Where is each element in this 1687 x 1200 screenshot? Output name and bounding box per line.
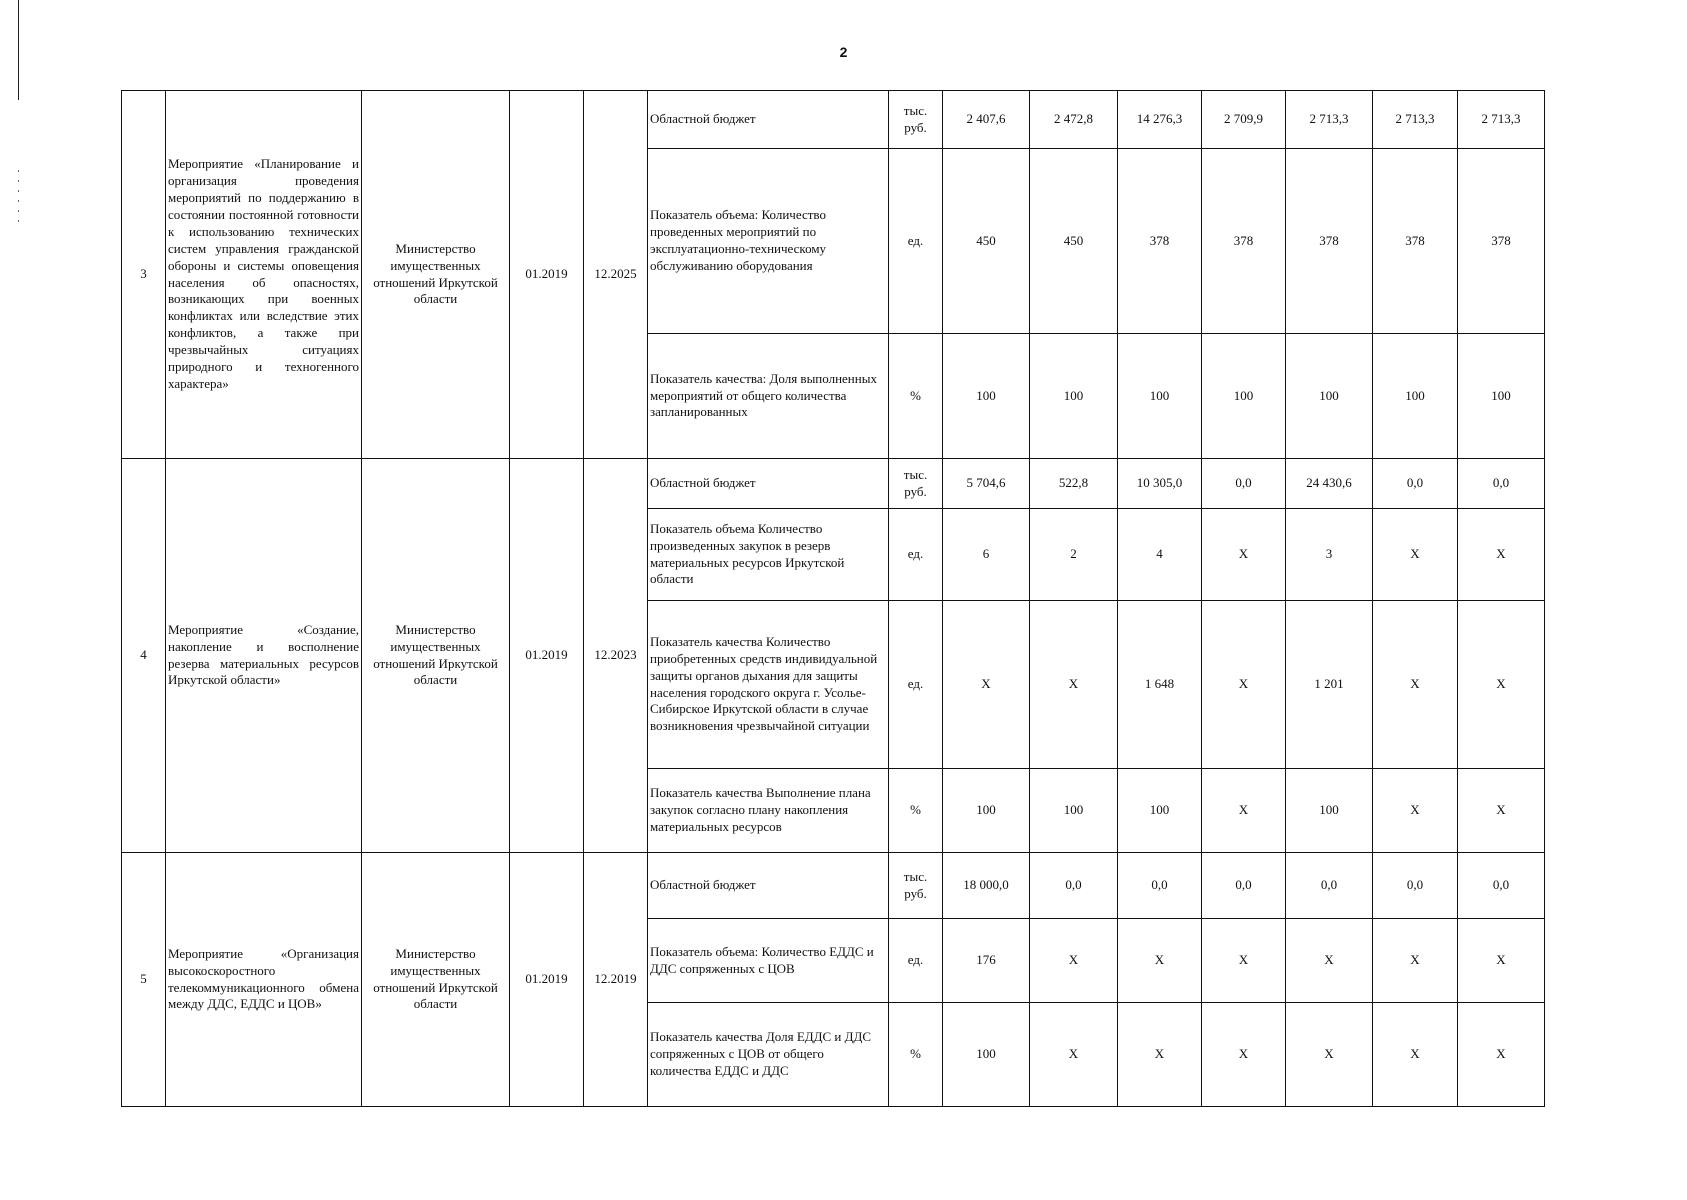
value-cell: X xyxy=(1373,919,1458,1003)
value-cell: 378 xyxy=(1202,149,1286,334)
value-cell: X xyxy=(1458,919,1545,1003)
indicator-cell: Показатель объема Количество произведенных закупок в резерв материальных ресурсов Иркутской области xyxy=(648,509,889,601)
value-cell: 2 713,3 xyxy=(1286,91,1373,149)
indicator-cell: Показатель качества Количество приобретенных средств индивидуальной защиты органов дыхания для защиты населения городского округа г. Усолье-Сибирское Иркутской области в случае возникновения чрезвычайной ситуации xyxy=(648,601,889,769)
table-row xyxy=(122,91,1545,149)
value-cell: 1 201 xyxy=(1286,601,1373,769)
value-cell: X xyxy=(1030,601,1118,769)
unit-cell: ед. xyxy=(889,601,943,769)
end-date-cell: 12.2019 xyxy=(584,853,648,1107)
measure-name-cell: Мероприятие «Организация высокоскоростного телекоммуникационного обмена между ДДС, ЕДДС и ЦОВ» xyxy=(166,853,362,1107)
row-number-cell: 3 xyxy=(122,91,166,459)
value-cell: 522,8 xyxy=(1030,459,1118,509)
row-number-cell: 4 xyxy=(122,459,166,853)
value-cell: 100 xyxy=(1202,334,1286,459)
unit-cell: ед. xyxy=(889,509,943,601)
value-cell: 2 713,3 xyxy=(1458,91,1545,149)
value-cell: 100 xyxy=(1458,334,1545,459)
value-cell: X xyxy=(1458,601,1545,769)
indicator-cell: Областной бюджет xyxy=(648,459,889,509)
row-number-cell: 5 xyxy=(122,853,166,1107)
value-cell: X xyxy=(1286,919,1373,1003)
value-cell: 2 472,8 xyxy=(1030,91,1118,149)
value-cell: 2 xyxy=(1030,509,1118,601)
value-cell: X xyxy=(1373,509,1458,601)
value-cell: 0,0 xyxy=(1373,853,1458,919)
value-cell: 100 xyxy=(1118,334,1202,459)
indicator-cell: Областной бюджет xyxy=(648,91,889,149)
program-measures-table xyxy=(121,90,1545,1107)
page-number: 2 xyxy=(839,44,848,60)
value-cell: 5 704,6 xyxy=(943,459,1030,509)
value-cell: 378 xyxy=(1373,149,1458,334)
value-cell: 2 709,9 xyxy=(1202,91,1286,149)
indicator-cell: Показатель объема: Количество ЕДДС и ДДС сопряженных с ЦОВ xyxy=(648,919,889,1003)
value-cell: X xyxy=(1030,919,1118,1003)
table-row xyxy=(122,853,1545,919)
value-cell: 100 xyxy=(1118,769,1202,853)
value-cell: 1 648 xyxy=(1118,601,1202,769)
value-cell: 2 407,6 xyxy=(943,91,1030,149)
executor-cell: Министерство имущественных отношений Иркутской области xyxy=(362,91,510,459)
end-date-cell: 12.2023 xyxy=(584,459,648,853)
value-cell: 4 xyxy=(1118,509,1202,601)
start-date-cell: 01.2019 xyxy=(510,853,584,1107)
value-cell: X xyxy=(1118,919,1202,1003)
unit-cell: % xyxy=(889,334,943,459)
value-cell: X xyxy=(1458,1003,1545,1107)
indicator-cell: Областной бюджет xyxy=(648,853,889,919)
value-cell: X xyxy=(1373,1003,1458,1107)
value-cell: 450 xyxy=(943,149,1030,334)
indicator-cell: Показатель качества: Доля выполненных мероприятий от общего количества запланированных xyxy=(648,334,889,459)
unit-cell: тыс. руб. xyxy=(889,91,943,149)
scan-edge-dots xyxy=(18,170,19,230)
value-cell: X xyxy=(1458,509,1545,601)
unit-cell: ед. xyxy=(889,919,943,1003)
value-cell: X xyxy=(1202,919,1286,1003)
value-cell: 100 xyxy=(1286,334,1373,459)
start-date-cell: 01.2019 xyxy=(510,91,584,459)
value-cell: X xyxy=(1373,769,1458,853)
value-cell: X xyxy=(1202,769,1286,853)
unit-cell: % xyxy=(889,1003,943,1107)
value-cell: 3 xyxy=(1286,509,1373,601)
value-cell: X xyxy=(1373,601,1458,769)
executor-cell: Министерство имущественных отношений Иркутской области xyxy=(362,459,510,853)
executor-cell: Министерство имущественных отношений Иркутской области xyxy=(362,853,510,1107)
value-cell: 18 000,0 xyxy=(943,853,1030,919)
value-cell: 378 xyxy=(1286,149,1373,334)
value-cell: 100 xyxy=(1373,334,1458,459)
indicator-cell: Показатель качества Доля ЕДДС и ДДС сопряженных с ЦОВ от общего количества ЕДДС и ДДС xyxy=(648,1003,889,1107)
value-cell: 2 713,3 xyxy=(1373,91,1458,149)
unit-cell: % xyxy=(889,769,943,853)
value-cell: 0,0 xyxy=(1458,459,1545,509)
value-cell: 100 xyxy=(1030,334,1118,459)
unit-cell: тыс. руб. xyxy=(889,853,943,919)
value-cell: X xyxy=(1202,1003,1286,1107)
value-cell: 100 xyxy=(943,1003,1030,1107)
value-cell: X xyxy=(943,601,1030,769)
measure-name-cell: Мероприятие «Планирование и организация проведения мероприятий по поддержанию в состоянии постоянной готовности к использованию технических систем управления гражданской обороны и системы оповещения населения об опасностях, возникающих при военных конфликтах или вследствие этих конфликтов, а также при чрезвычайных ситуациях природного и техногенного характера» xyxy=(166,91,362,459)
value-cell: X xyxy=(1458,769,1545,853)
value-cell: 6 xyxy=(943,509,1030,601)
value-cell: X xyxy=(1030,1003,1118,1107)
value-cell: X xyxy=(1286,1003,1373,1107)
value-cell: 378 xyxy=(1118,149,1202,334)
value-cell: 0,0 xyxy=(1373,459,1458,509)
unit-cell: тыс. руб. xyxy=(889,459,943,509)
value-cell: 24 430,6 xyxy=(1286,459,1373,509)
indicator-cell: Показатель качества Выполнение плана закупок согласно плану накопления материальных ресурсов xyxy=(648,769,889,853)
value-cell: 100 xyxy=(943,334,1030,459)
value-cell: X xyxy=(1118,1003,1202,1107)
value-cell: 176 xyxy=(943,919,1030,1003)
value-cell: 450 xyxy=(1030,149,1118,334)
value-cell: 0,0 xyxy=(1030,853,1118,919)
measure-name-cell: Мероприятие «Создание, накопление и восполнение резерва материальных ресурсов Иркутской области» xyxy=(166,459,362,853)
value-cell: X xyxy=(1202,509,1286,601)
value-cell: X xyxy=(1202,601,1286,769)
value-cell: 100 xyxy=(1286,769,1373,853)
value-cell: 378 xyxy=(1458,149,1545,334)
value-cell: 0,0 xyxy=(1118,853,1202,919)
value-cell: 0,0 xyxy=(1202,853,1286,919)
value-cell: 0,0 xyxy=(1202,459,1286,509)
start-date-cell: 01.2019 xyxy=(510,459,584,853)
value-cell: 14 276,3 xyxy=(1118,91,1202,149)
indicator-cell: Показатель объема: Количество проведенных мероприятий по эксплуатационно-техническому обслуживанию оборудования xyxy=(648,149,889,334)
value-cell: 100 xyxy=(1030,769,1118,853)
table-row xyxy=(122,459,1545,509)
unit-cell: ед. xyxy=(889,149,943,334)
value-cell: 0,0 xyxy=(1286,853,1373,919)
value-cell: 0,0 xyxy=(1458,853,1545,919)
end-date-cell: 12.2025 xyxy=(584,91,648,459)
value-cell: 10 305,0 xyxy=(1118,459,1202,509)
value-cell: 100 xyxy=(943,769,1030,853)
